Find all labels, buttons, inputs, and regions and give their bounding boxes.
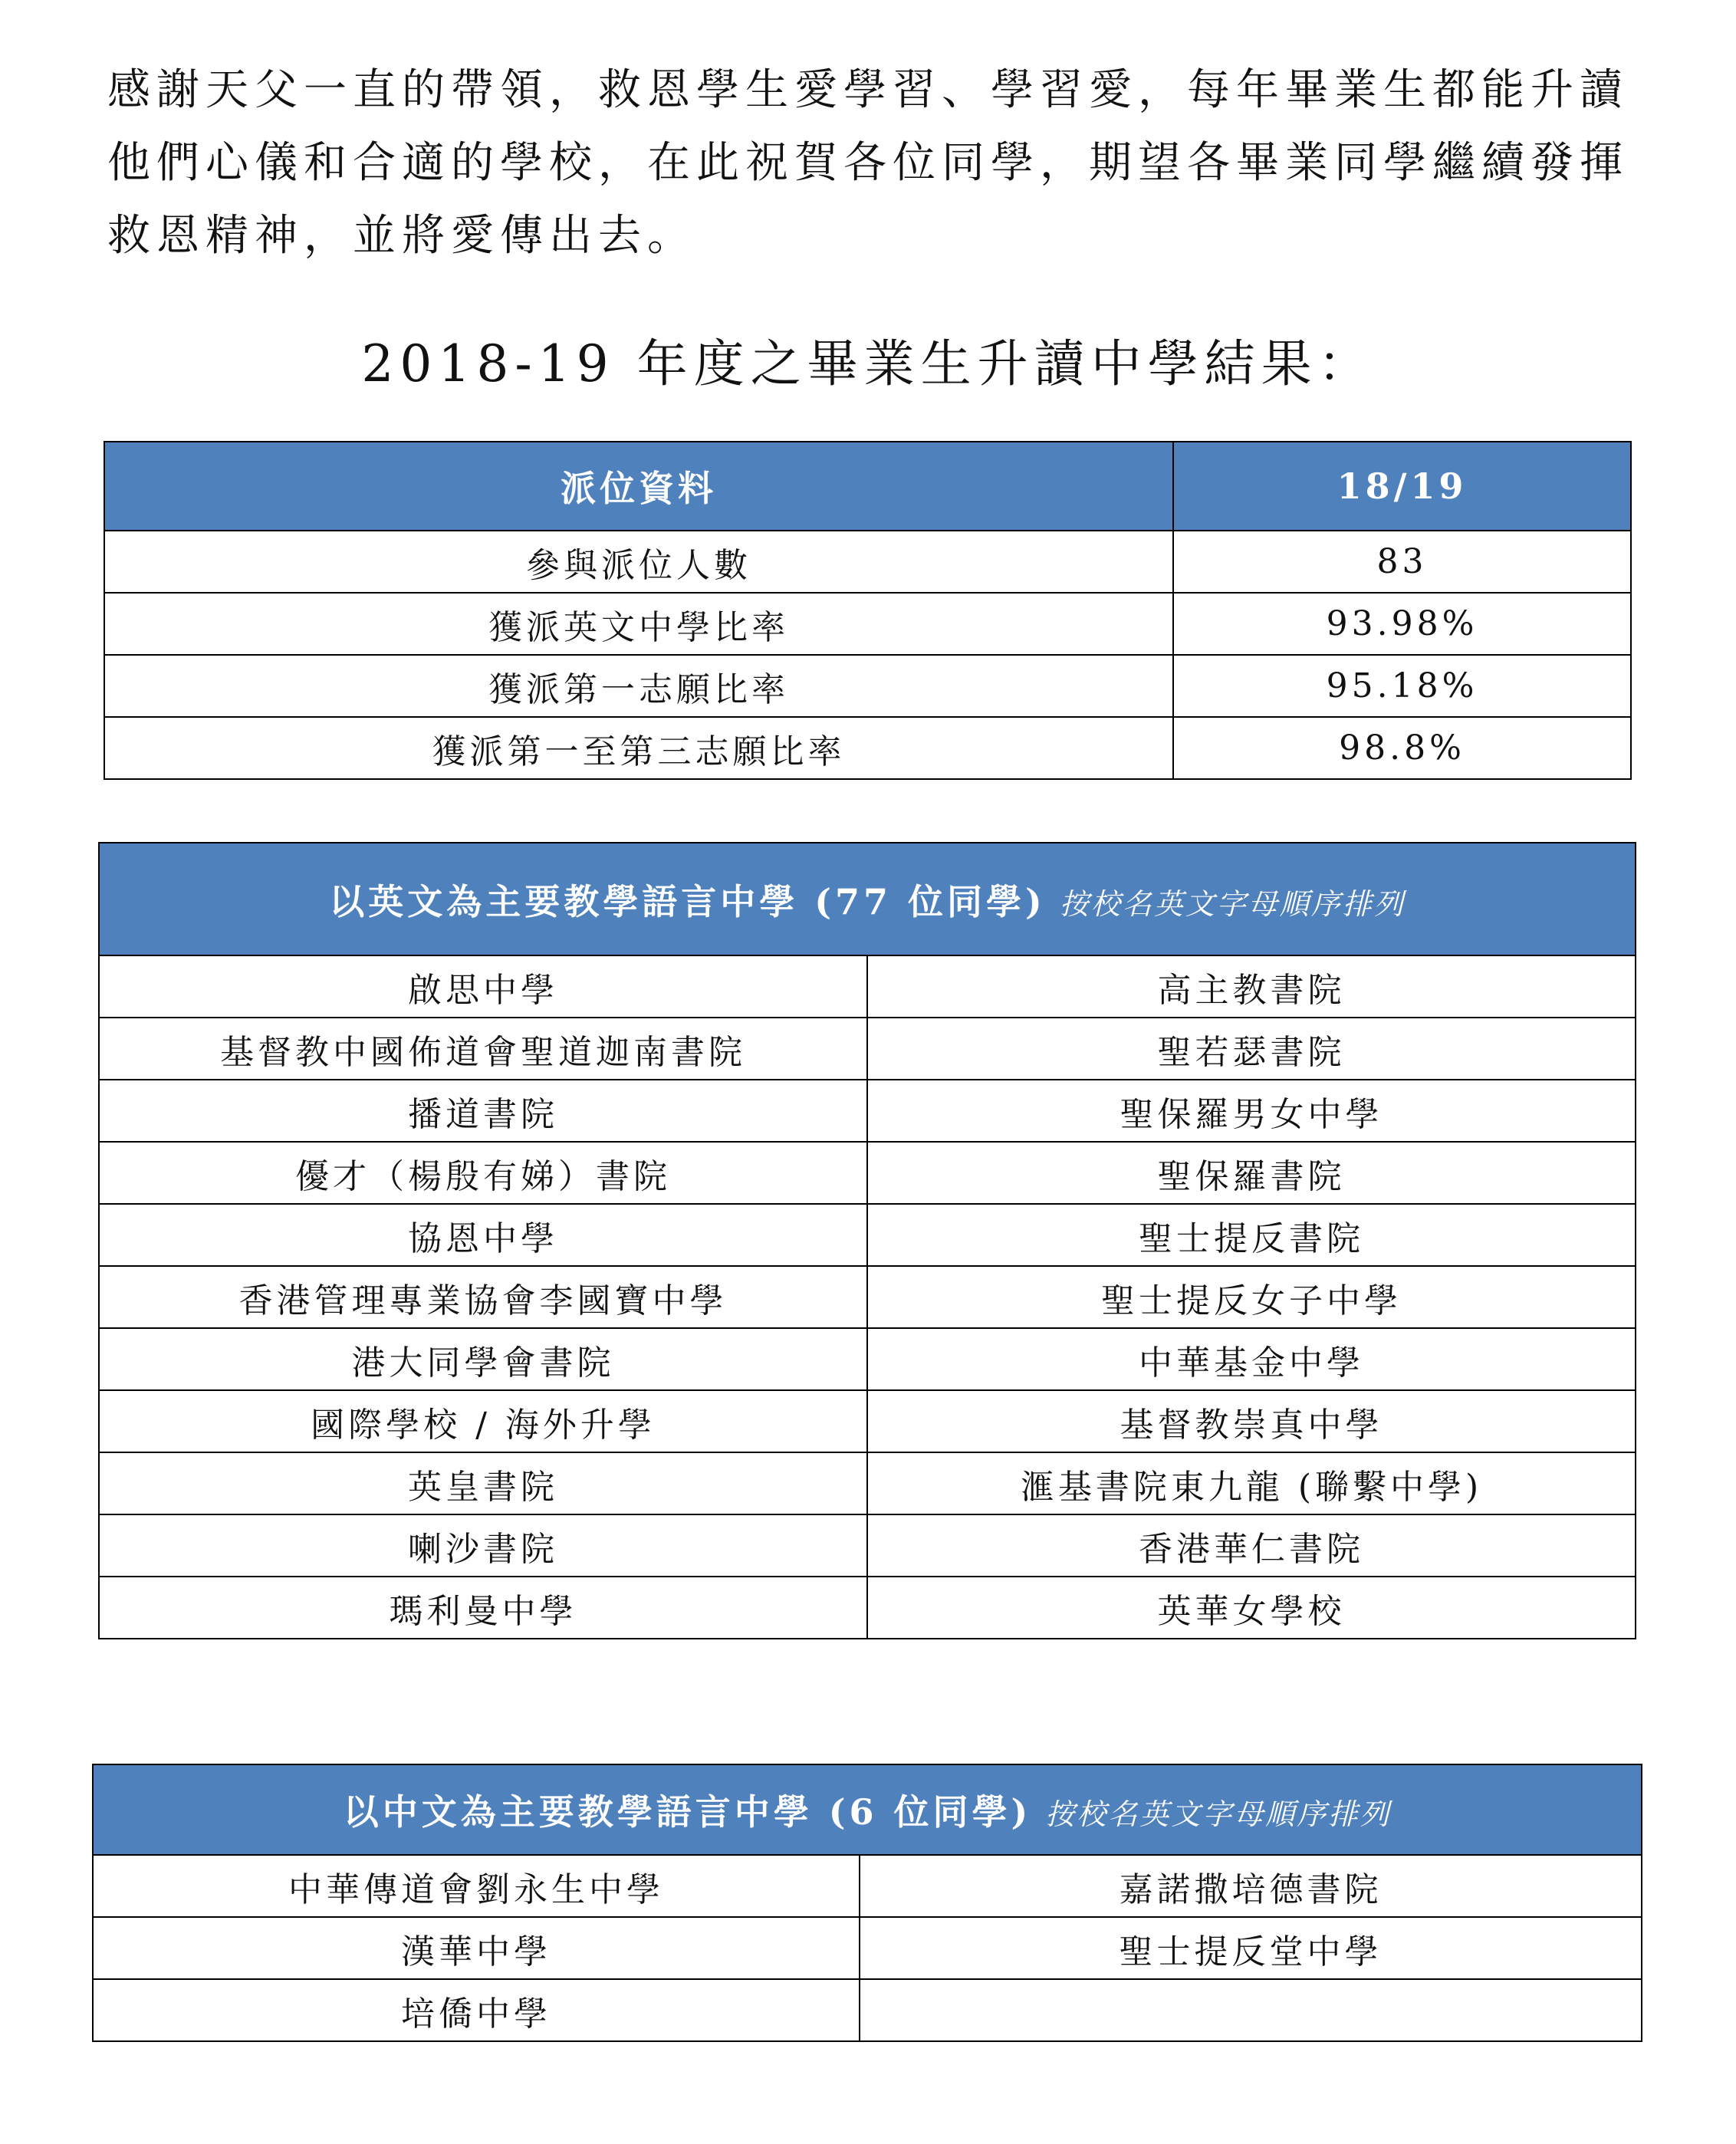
table-row [99, 955, 1636, 1018]
allocation-row-value: 98.8% [1173, 717, 1631, 779]
intro-paragraph: 感謝天父一直的帶領，救恩學生愛學習、學習愛，每年畢業生都能升讀他們心儀和合適的學校，在此祝賀各位同學，期望各畢業同學繼續發揮救恩精神，並將愛傳出去。 [107, 65, 1629, 261]
school-cell-empty [860, 1979, 1642, 2041]
school-cell: 基督教中國佈道會聖道迦南書院 [99, 1018, 867, 1080]
allocation-row-label: 獲派第一至第三志願比率 [104, 717, 1173, 779]
school-cell: 啟思中學 [99, 955, 867, 1018]
cmi-schools-table [92, 1764, 1642, 2042]
table-row [93, 1979, 1642, 2041]
school-cell: 播道書院 [99, 1080, 867, 1142]
school-cell: 國際學校 / 海外升學 [99, 1390, 867, 1452]
allocation-row-label: 獲派英文中學比率 [104, 593, 1173, 655]
allocation-header-year: 18/19 [1173, 442, 1631, 531]
school-cell: 培僑中學 [93, 1979, 860, 2041]
emi-header [99, 843, 1636, 955]
table-row [99, 1204, 1636, 1266]
allocation-header-row [104, 442, 1631, 531]
school-cell: 聖保羅書院 [867, 1142, 1636, 1204]
table-row [99, 1577, 1636, 1639]
school-cell: 英皇書院 [99, 1452, 867, 1514]
emi-schools-table [98, 842, 1636, 1639]
table-row [99, 1018, 1636, 1080]
table-row [104, 655, 1631, 717]
school-cell: 香港管理專業協會李國寶中學 [99, 1266, 867, 1328]
school-cell: 嘉諾撒培德書院 [860, 1855, 1642, 1917]
cmi-header-row [93, 1764, 1642, 1855]
school-cell: 聖士提反女子中學 [867, 1266, 1636, 1328]
school-cell: 聖保羅男女中學 [867, 1080, 1636, 1142]
allocation-row-label: 獲派第一志願比率 [104, 655, 1173, 717]
table-row [93, 1917, 1642, 1979]
table-row [99, 1080, 1636, 1142]
school-cell: 中華基金中學 [867, 1328, 1636, 1390]
school-cell: 協恩中學 [99, 1204, 867, 1266]
school-cell: 聖士提反堂中學 [860, 1917, 1642, 1979]
school-cell: 聖若瑟書院 [867, 1018, 1636, 1080]
page-title: 2018-19 年度之畢業生升讀中學結果： [361, 334, 1375, 393]
allocation-row-label: 參與派位人數 [104, 531, 1173, 593]
allocation-row-value: 93.98% [1173, 593, 1631, 655]
school-cell: 中華傳道會劉永生中學 [93, 1855, 860, 1917]
school-cell: 香港華仁書院 [867, 1514, 1636, 1577]
table-row [93, 1855, 1642, 1917]
table-row [99, 1452, 1636, 1514]
emi-heading: 以英文為主要教學語言中學 (77 位同學) [329, 880, 1046, 922]
table-row [104, 531, 1631, 593]
emi-header-row [99, 843, 1636, 955]
school-cell: 聖士提反書院 [867, 1204, 1636, 1266]
table-row [99, 1514, 1636, 1577]
school-cell: 優才（楊殷有娣）書院 [99, 1142, 867, 1204]
school-cell: 高主教書院 [867, 955, 1636, 1018]
table-row [99, 1142, 1636, 1204]
school-cell: 喇沙書院 [99, 1514, 867, 1577]
school-cell: 基督教崇真中學 [867, 1390, 1636, 1452]
allocation-row-value: 83 [1173, 531, 1631, 593]
allocation-row-value: 95.18% [1173, 655, 1631, 717]
allocation-header-label: 派位資料 [104, 442, 1173, 531]
school-cell: 瑪利曼中學 [99, 1577, 867, 1639]
school-cell: 滙基書院東九龍 (聯繫中學) [867, 1452, 1636, 1514]
cmi-header [93, 1764, 1642, 1855]
table-row [99, 1390, 1636, 1452]
table-row [99, 1266, 1636, 1328]
allocation-table [104, 441, 1632, 780]
table-row [99, 1328, 1636, 1390]
emi-sort-note: 按校名英文字母順序排列 [1059, 886, 1406, 921]
school-cell: 漢華中學 [93, 1917, 860, 1979]
cmi-sort-note: 按校名英文字母順序排列 [1045, 1797, 1392, 1831]
table-row [104, 717, 1631, 779]
school-cell: 港大同學會書院 [99, 1328, 867, 1390]
cmi-heading: 以中文為主要教學語言中學 (6 位同學) [343, 1791, 1032, 1833]
table-row [104, 593, 1631, 655]
school-cell: 英華女學校 [867, 1577, 1636, 1639]
